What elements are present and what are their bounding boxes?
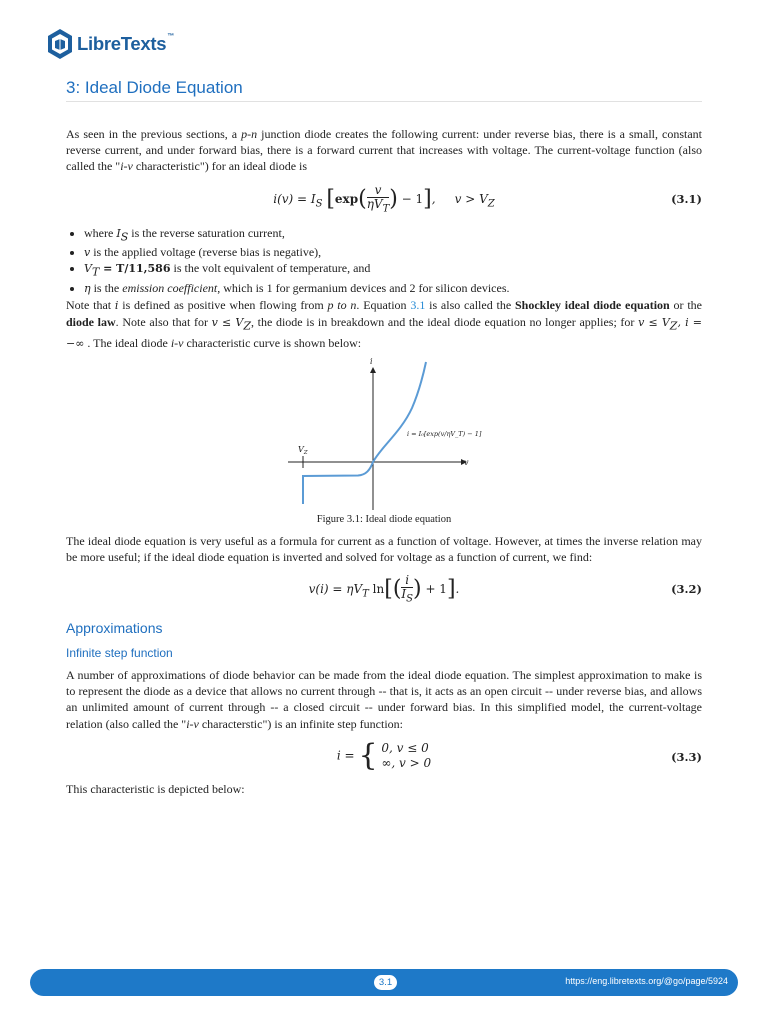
page-url-link[interactable]: https://eng.libretexts.org/@go/page/5924: [565, 976, 728, 986]
list-item: where $I_S$ is the reverse saturation current,: [66, 226, 702, 245]
brand-name: LibreTexts™: [77, 33, 174, 54]
iv-curve-diagram: [286, 352, 482, 514]
inverse-paragraph: The ideal diode equation is very useful as a formula for current as a function of voltage. However, at times the inverse relation may be more useful; if the ideal diode equation is inverted and solved for voltage as a function of current, we find:: [66, 534, 702, 565]
axis-label-i: i: [370, 357, 373, 366]
depicted-paragraph: This characteristic is depicted below:: [66, 782, 245, 796]
equation-number: (3.2): [671, 582, 702, 596]
title-divider: [66, 101, 702, 102]
equation-3-3: i = { 0, v ≤ 0 ∞, v > 0 (3.3): [336, 738, 702, 773]
curve-label: i = I₀[exp(v/ηV_T) − 1]: [407, 430, 482, 438]
equation-number: (3.3): [671, 750, 702, 764]
diode-iv-figure: [286, 352, 482, 514]
approximation-paragraph: A number of approximations of diode behavior can be made from the ideal diode equation. The simplest approximation to make is to represent the diode as a device that allows no current through -- that is, it acts as an open circuit -- under reverse bias, and allows an unlimited amount of current through -- a closed circuit -- under forward bias. In this simplified model, the current-voltage relation (also called the "i-v characterstic") is an infinite step function:: [66, 668, 702, 731]
page-title: 3: Ideal Diode Equation: [66, 78, 243, 97]
equation-3-1-link[interactable]: 3.1: [410, 298, 426, 312]
figure-caption: Figure 3.1: Ideal diode equation: [316, 514, 452, 525]
libretexts-logo[interactable]: [46, 27, 174, 61]
page-number-badge: 3.1: [374, 975, 397, 990]
libretexts-hexagon-icon: [46, 28, 74, 60]
variable-list: [66, 226, 702, 296]
page-footer: [30, 969, 738, 996]
section-heading-approximations: Approximations: [66, 620, 163, 636]
vz-label: $V_Z$: [298, 445, 308, 456]
equation-3-1: $i(v) = I_S$ [exp( $\frac{v}{\eta V_T}$ ) − 1], $v > V_Z$ (3.1): [273, 183, 702, 215]
axis-label-v: v: [464, 458, 469, 467]
list-item: $V_T = T/11,586$ is the volt equivalent of temperature, and: [66, 261, 702, 280]
note-paragraph: Note that i is defined as positive when flowing from p to n. Equation 3.1 is also called the Shockley ideal diode equation or the diode law. Note also that for $v \le V_Z$, the diode is in breakdown and the ideal diode equation no longer applies; for $v \le V_Z$, i = −∞ . The ideal diode i-v characteristic curve is shown below:: [66, 298, 702, 350]
list-item: η is the emission coefficient, which is 1 for germanium devices and 2 for silicon devices.: [66, 281, 702, 297]
intro-paragraph: As seen in the previous sections, a p-n junction diode creates the following current: under reverse bias, there is a small, constant reverse current, and under forward bias, there is a forward current that increases with voltage. The current-voltage function (also called the "i-v characteristic") for an ideal diode is: [66, 127, 702, 174]
equation-3-2: $v(i) = \eta V_T$ ln[( $\frac{i}{I_S}$ ) + 1]. (3.2): [308, 573, 702, 605]
subsection-heading-infinite-step: Infinite step function: [66, 646, 173, 660]
equation-number: (3.1): [671, 192, 702, 206]
list-item: v is the applied voltage (reverse bias is negative),: [66, 245, 702, 261]
